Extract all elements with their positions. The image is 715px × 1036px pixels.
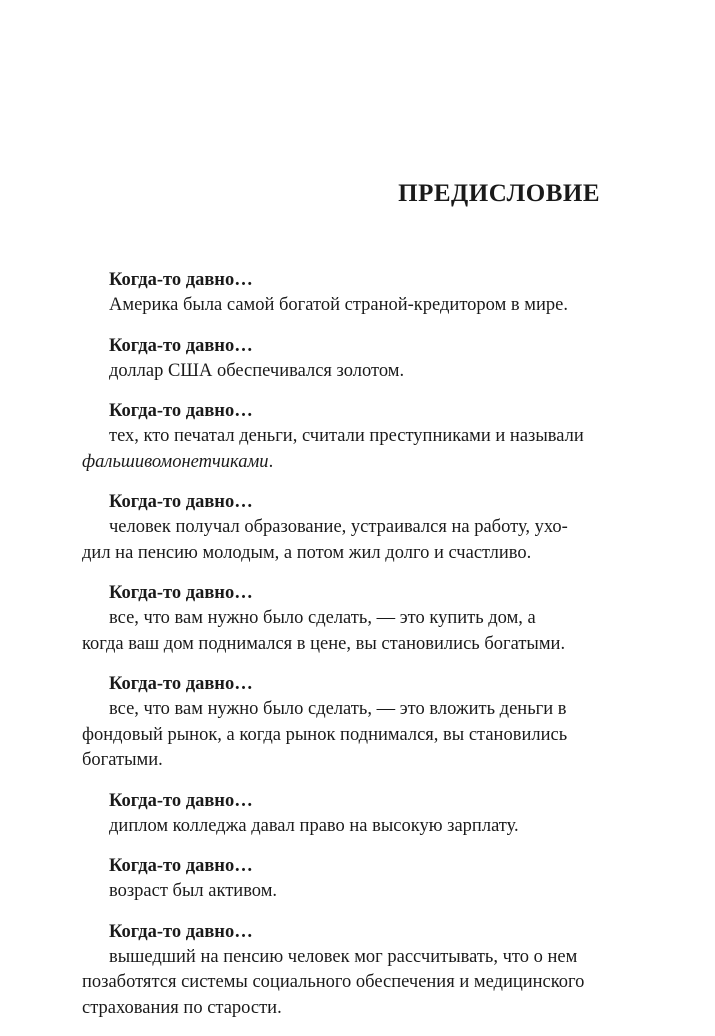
entry-7 xyxy=(82,789,600,840)
entry-line: фондовый рынок, а когда рынок поднимался, вы становились xyxy=(82,724,568,745)
entry-8 xyxy=(82,854,600,905)
entry-body xyxy=(82,424,600,475)
entry-body xyxy=(82,515,600,566)
entry-line: все, что вам нужно было сделать, — это купить дом, а xyxy=(109,608,536,628)
entry-line-italic xyxy=(82,450,600,476)
entry-line: когда ваш дом поднимался в цене, вы становились богатыми. xyxy=(82,633,566,654)
entry-line: диплом колледжа давал право на высокую зарплату. xyxy=(109,815,519,836)
entry-2 xyxy=(82,334,600,385)
entry-line: Америка была самой богатой страной-кредитором в мире. xyxy=(109,295,568,315)
entry-line: вышедший на пенсию человек мог рассчитывать, что о нем xyxy=(109,946,578,967)
entry-body xyxy=(82,697,600,774)
entry-line: все, что вам нужно было сделать, — это вложить деньги в xyxy=(109,699,567,719)
page-title: ПРЕДИСЛОВИЕ xyxy=(398,180,600,207)
entry-heading: Когда-то давно… xyxy=(109,790,253,811)
entry-line: доллар США обеспечивался золотом. xyxy=(109,360,405,381)
entry-9 xyxy=(82,920,600,1022)
entry-line: позаботятся системы социального обеспечения и медицинского xyxy=(82,972,585,992)
entry-body xyxy=(82,293,600,319)
entry-4 xyxy=(82,490,600,566)
entry-line: возраст был активом. xyxy=(109,881,278,901)
italic-term: фальшивомонетчиками xyxy=(82,451,269,472)
entry-heading: Когда-то давно… xyxy=(109,492,253,512)
entry-heading: Когда-то давно… xyxy=(109,270,253,290)
book-page xyxy=(82,0,600,1018)
entry-line: человек получал образование, устраивался на работу, ухо- xyxy=(109,517,568,537)
entry-line: страхования по старости. xyxy=(82,997,282,1018)
entry-heading: Когда-то давно… xyxy=(109,401,253,421)
entry-heading: Когда-то давно… xyxy=(109,921,253,942)
entry-6 xyxy=(82,672,600,774)
entry-line: дил на пенсию молодым, а потом жил долго и счастливо. xyxy=(82,542,532,563)
entry-line: тех, кто печатал деньги, считали преступниками и называли xyxy=(109,426,584,446)
entry-body xyxy=(82,879,600,905)
entry-1 xyxy=(82,268,600,319)
entry-3 xyxy=(82,399,600,475)
entry-heading: Когда-то давно… xyxy=(109,674,253,694)
entry-line: богатыми. xyxy=(82,750,163,770)
entry-body xyxy=(82,606,600,657)
entry-heading: Когда-то давно… xyxy=(109,856,253,876)
entry-body xyxy=(82,359,600,385)
entry-5 xyxy=(82,581,600,657)
entry-body xyxy=(82,814,600,840)
entry-heading: Когда-то давно… xyxy=(109,583,253,603)
entry-heading: Когда-то давно… xyxy=(109,335,253,356)
preface-content xyxy=(82,268,600,1036)
entry-body xyxy=(82,945,600,1022)
italic-term-suffix: . xyxy=(268,451,274,472)
